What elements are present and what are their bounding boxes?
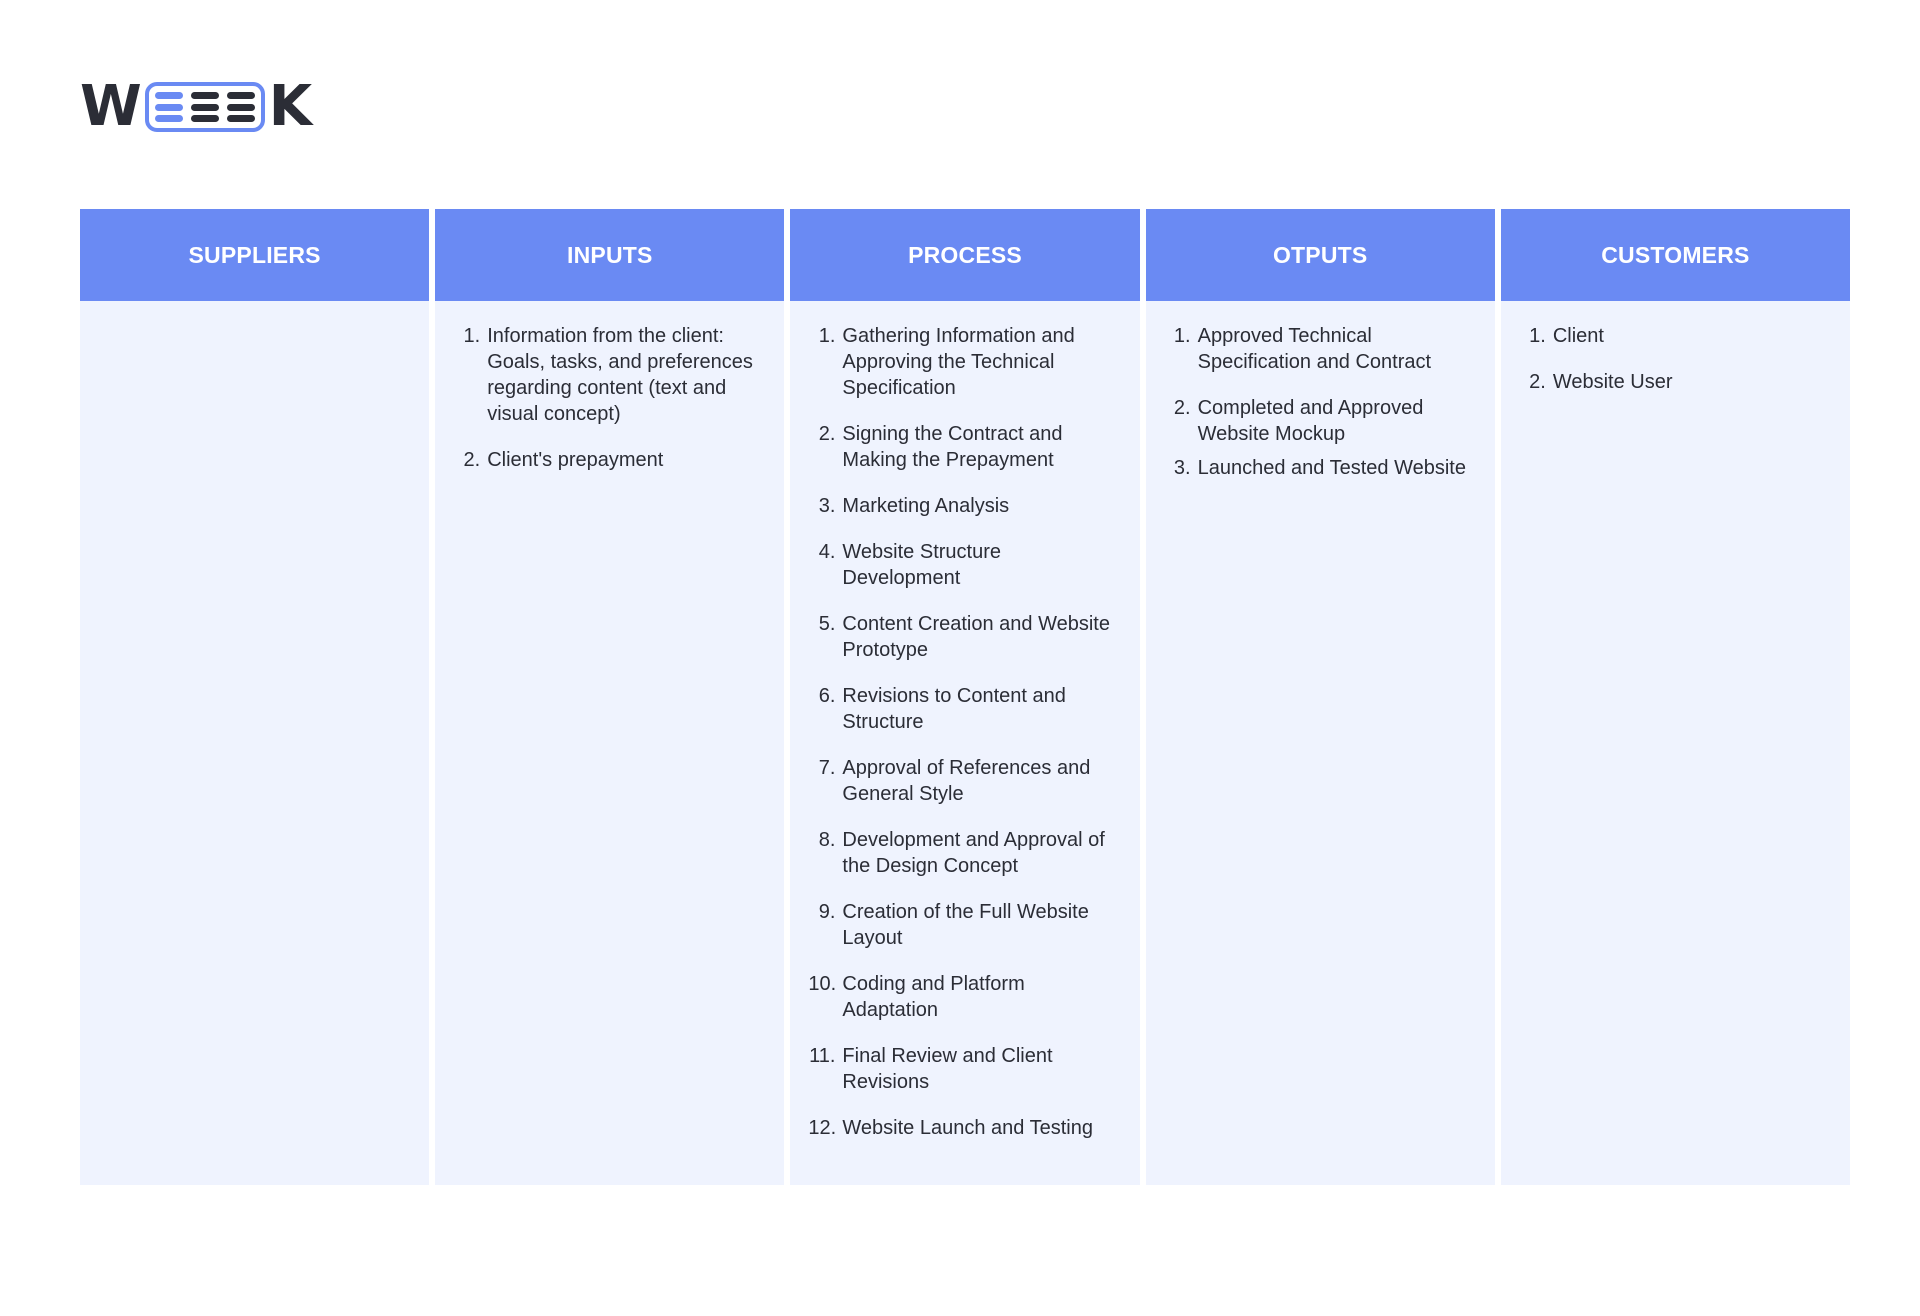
item-list	[1519, 323, 1830, 395]
list-item	[453, 447, 764, 473]
item-list	[1164, 323, 1475, 481]
list-item-number: 9.	[818, 901, 836, 923]
column-header: CUSTOMERS	[1501, 209, 1850, 301]
list-item-number: 7.	[818, 757, 836, 779]
list-item	[808, 899, 1119, 951]
column-header: SUPPLIERS	[80, 209, 429, 301]
column-customers	[1501, 209, 1850, 1185]
list-item-number: 3.	[1173, 457, 1191, 479]
list-item	[808, 539, 1119, 591]
column-body	[80, 301, 429, 1185]
logo-e-mark	[155, 92, 183, 122]
list-item-number: 2.	[463, 449, 481, 471]
list-item-text: Content Creation and Website Prototype	[842, 613, 1110, 661]
column-body	[1146, 301, 1495, 1185]
column-body	[1501, 301, 1850, 1185]
list-item-text: Client	[1552, 325, 1604, 347]
logo-e-mark	[191, 92, 219, 122]
item-list	[808, 323, 1119, 1141]
list-item-number: 1.	[1173, 325, 1191, 347]
column-process	[790, 209, 1139, 1185]
list-item-number: 3.	[818, 495, 836, 517]
list-item	[453, 323, 764, 427]
list-item	[808, 755, 1119, 807]
list-item-text: Final Review and Client Revisions	[842, 1045, 1053, 1093]
list-item-text: Gathering Information and Approving the Technical Specification	[842, 325, 1075, 399]
list-item-number: 6.	[818, 685, 836, 707]
list-item-number: 12.	[808, 1117, 837, 1139]
list-item-number: 1.	[463, 325, 481, 347]
list-item	[1164, 323, 1475, 375]
list-item	[1164, 395, 1475, 447]
item-list	[453, 323, 764, 473]
list-item	[808, 611, 1119, 663]
list-item	[1519, 369, 1830, 395]
list-item-text: Development and Approval of the Design Concept	[842, 829, 1105, 877]
list-item-text: Website User	[1552, 371, 1673, 393]
logo-e-mark	[227, 92, 255, 122]
list-item-text: Information from the client: Goals, tasks, and preferences regarding content (text and visual concept)	[487, 325, 753, 425]
list-item-text: Revisions to Content and Structure	[842, 685, 1066, 733]
list-item-text: Creation of the Full Website Layout	[842, 901, 1089, 949]
list-item	[808, 1043, 1119, 1095]
list-item	[808, 421, 1119, 473]
list-item	[1164, 455, 1475, 481]
list-item-number: 1.	[1529, 325, 1546, 347]
list-item-number: 11.	[809, 1045, 836, 1067]
column-inputs	[435, 209, 784, 1185]
list-item	[808, 971, 1119, 1023]
list-item	[808, 493, 1119, 519]
logo-letter-w: W	[80, 74, 142, 139]
list-item	[808, 827, 1119, 879]
logo-letter-k: K	[268, 74, 313, 139]
list-item	[808, 323, 1119, 401]
sipoc-table	[80, 209, 1850, 1185]
column-header: OTPUTS	[1146, 209, 1495, 301]
column-header: PROCESS	[790, 209, 1139, 301]
list-item	[808, 683, 1119, 735]
list-item-text: Website Structure Development	[842, 541, 1001, 589]
list-item-text: Signing the Contract and Making the Prepayment	[842, 423, 1063, 471]
list-item-number: 5.	[818, 613, 836, 635]
list-item-number: 2.	[1529, 371, 1546, 393]
logo-eee-mark	[145, 82, 265, 132]
column-body	[435, 301, 784, 1185]
list-item	[1519, 323, 1830, 349]
weeek-logo	[80, 74, 313, 139]
list-item-number: 8.	[818, 829, 836, 851]
list-item-number: 4.	[818, 541, 836, 563]
list-item-number: 10.	[808, 973, 837, 995]
list-item-text: Coding and Platform Adaptation	[842, 973, 1025, 1021]
list-item-text: Website Launch and Testing	[842, 1117, 1093, 1139]
column-body	[790, 301, 1139, 1185]
list-item-text: Approval of References and General Style	[842, 757, 1091, 805]
list-item-text: Approved Technical Specification and Contract	[1197, 325, 1432, 373]
list-item-text: Completed and Approved Website Mockup	[1197, 397, 1424, 445]
list-item-number: 2.	[1173, 397, 1191, 419]
column-outputs	[1146, 209, 1495, 1185]
column-suppliers	[80, 209, 429, 1185]
list-item-text: Client's prepayment	[487, 449, 664, 471]
list-item-number: 2.	[818, 423, 836, 445]
list-item	[808, 1115, 1119, 1141]
list-item-text: Marketing Analysis	[842, 495, 1010, 517]
list-item-number: 1.	[818, 325, 836, 347]
column-header: INPUTS	[435, 209, 784, 301]
list-item-text: Launched and Tested Website	[1197, 457, 1466, 479]
